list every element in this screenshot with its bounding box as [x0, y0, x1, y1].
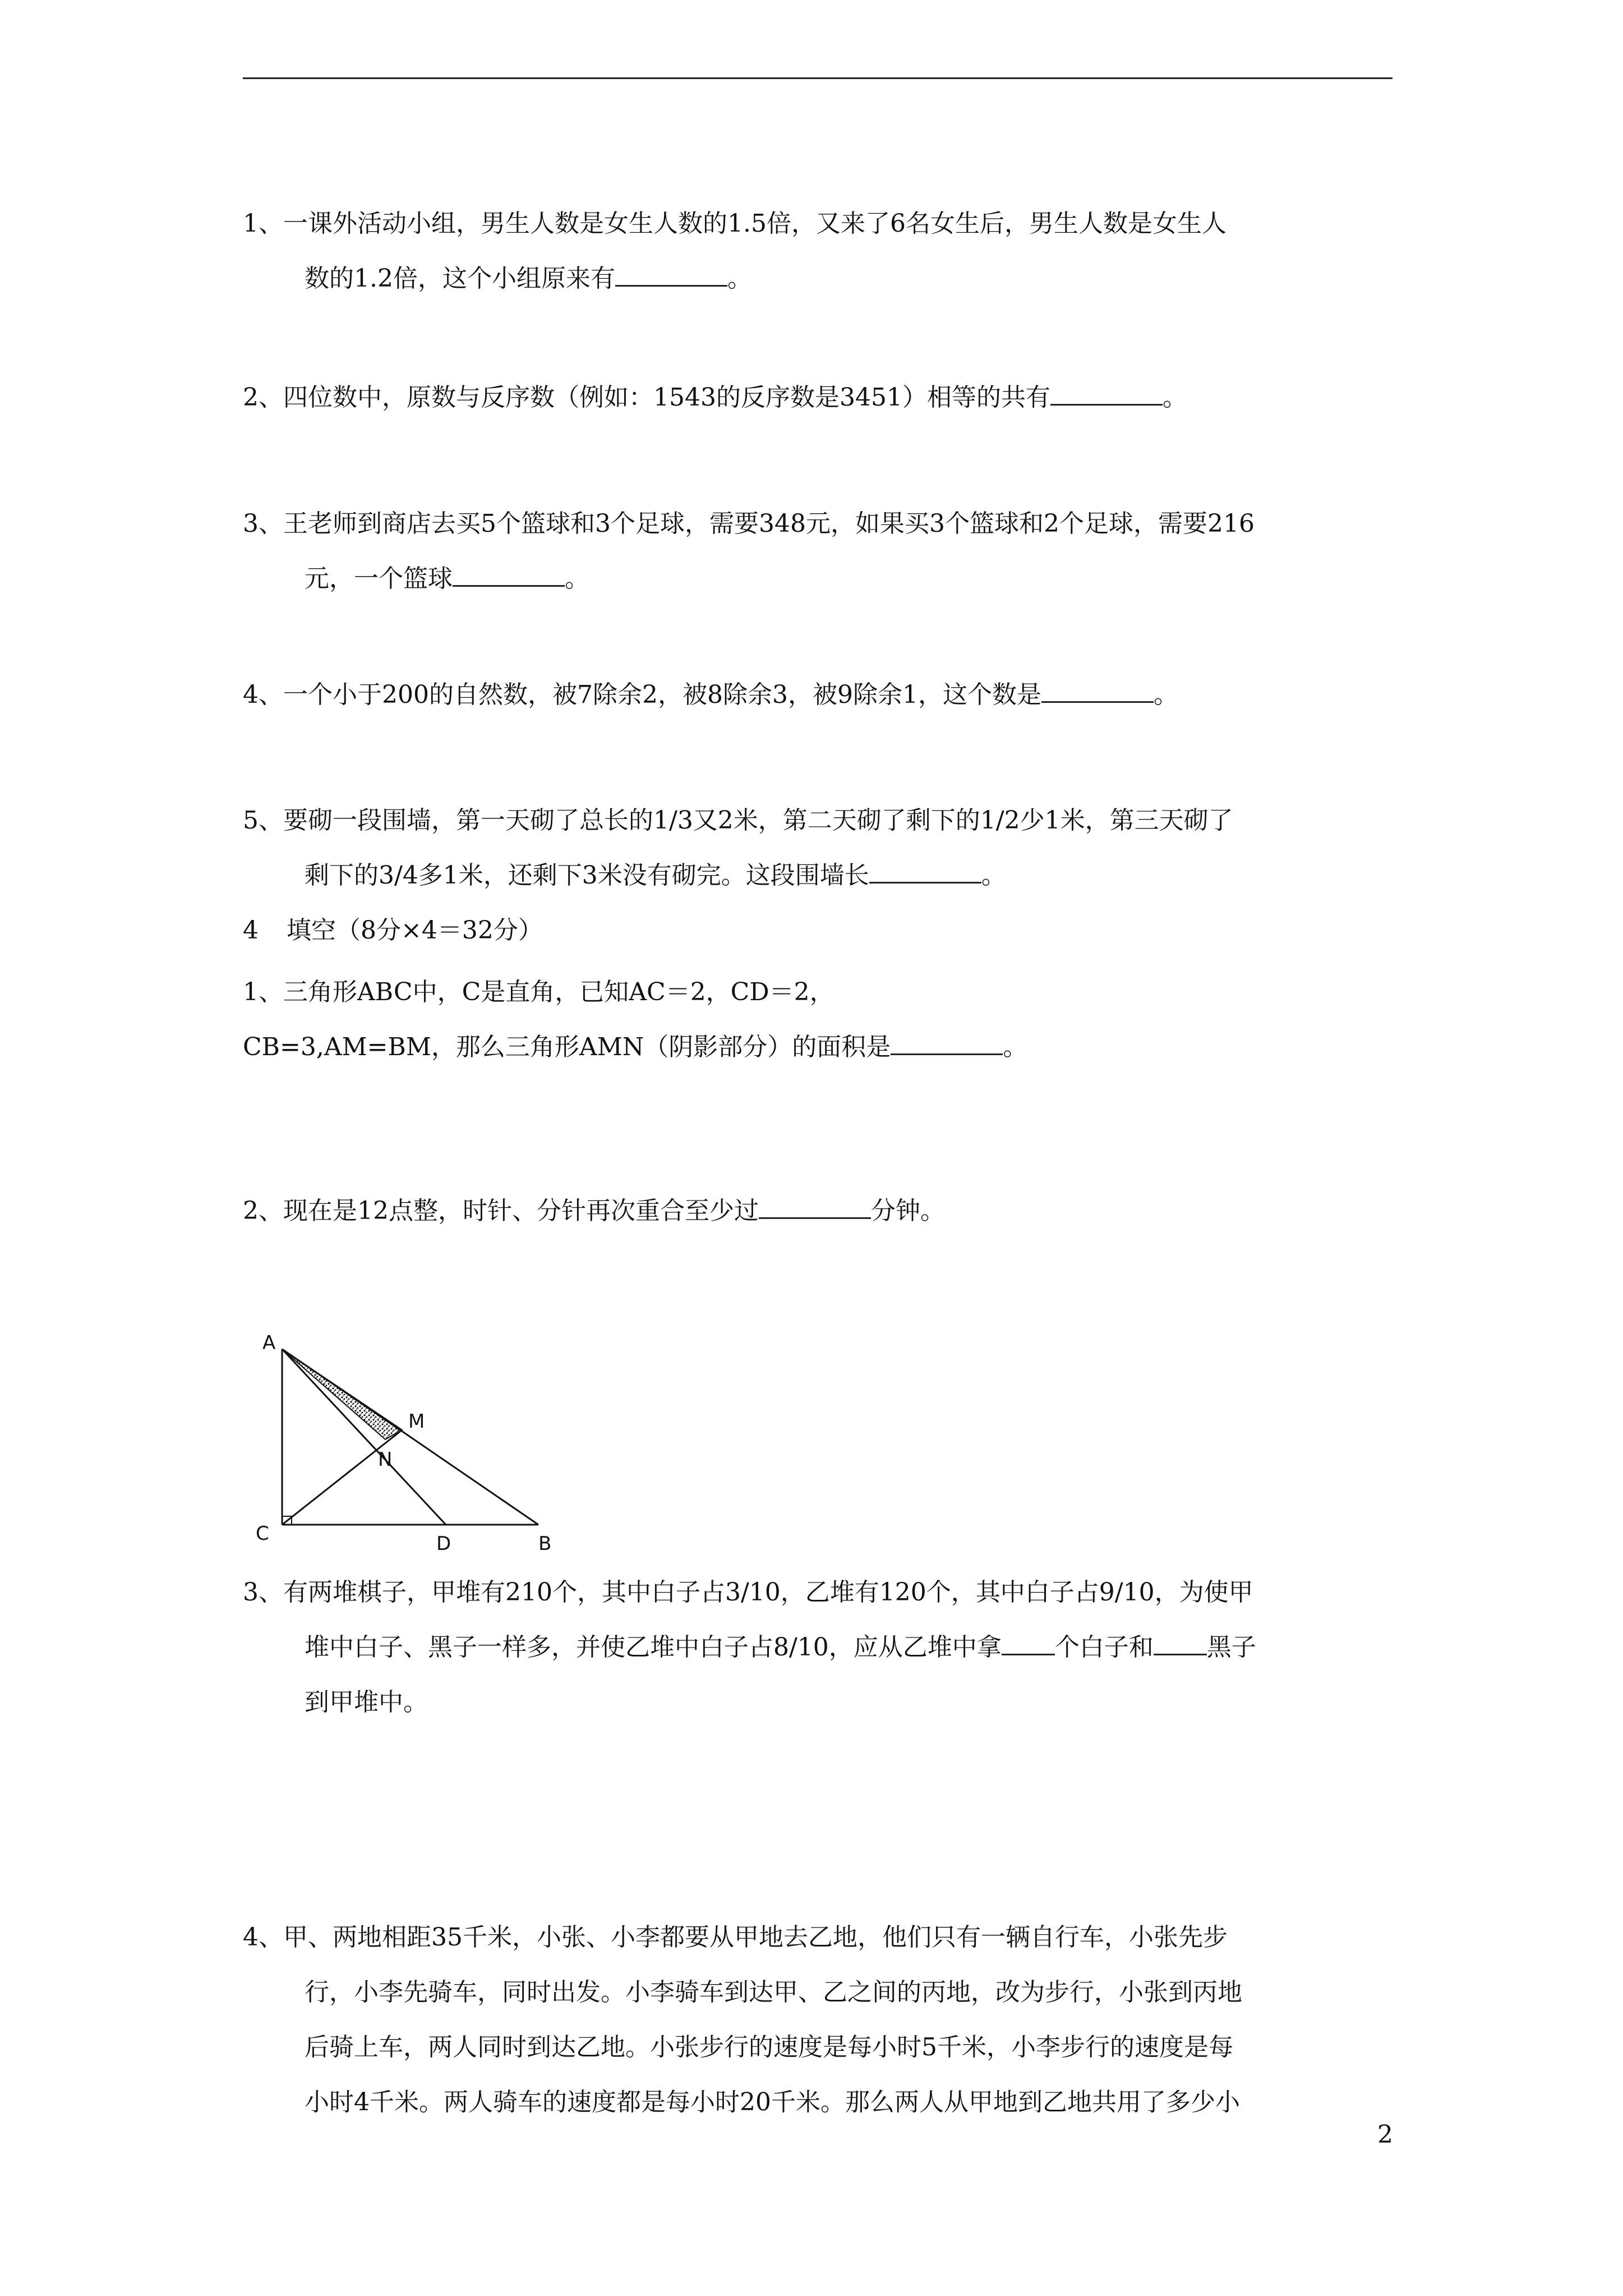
punct: 。 — [1153, 680, 1178, 709]
section-question-4 — [243, 1910, 1395, 2130]
answer-blank-black[interactable] — [1154, 1627, 1207, 1655]
segment-ab — [282, 1349, 538, 1525]
label-d: D — [436, 1533, 451, 1555]
question-text: 黑子 — [1206, 1633, 1256, 1662]
question-text: 要砌一段围墙，第一天砌了总长的1/3又2米，第二天砌了剩下的1/2少1米，第三天砌了 — [283, 806, 1233, 835]
answer-blank-white[interactable] — [1002, 1627, 1055, 1655]
question-text: 到甲堆中。 — [305, 1688, 428, 1717]
punct: 。 — [727, 264, 752, 293]
segment-cm — [282, 1430, 402, 1525]
question-number: 2、 — [243, 383, 283, 412]
answer-blank[interactable] — [891, 1027, 1003, 1055]
question-text: 小时4千米。两人骑车的速度都是每小时20千米。那么两人从甲地到乙地共用了多少小 — [305, 2088, 1240, 2116]
section-number: 4 — [243, 916, 259, 945]
section-question-1 — [243, 965, 1395, 1075]
question-text: CB=3,AM=BM，那么三角形AMN（阴影部分）的面积是 — [243, 1033, 891, 1061]
section-header — [243, 903, 1395, 958]
question-number: 3、 — [243, 509, 283, 538]
answer-blank[interactable] — [453, 558, 565, 587]
page-number: 2 — [1377, 2120, 1393, 2149]
label-b: B — [538, 1533, 552, 1555]
question-number: 1、 — [243, 209, 283, 238]
question-text: 一个小于200的自然数，被7除余2，被8除余3，被9除余1，这个数是 — [283, 680, 1041, 709]
shaded-triangle-amn — [282, 1349, 402, 1439]
question-text: 元，一个篮球 — [305, 564, 453, 593]
section-question-2 — [243, 1184, 1395, 1239]
answer-blank[interactable] — [759, 1190, 871, 1219]
question-text: 后骑上车，两人同时到达乙地。小张步行的速度是每小时5千米，小李步行的速度是每 — [305, 2033, 1233, 2062]
answer-blank[interactable] — [1050, 377, 1163, 406]
label-a: A — [262, 1332, 276, 1354]
question-number: 4、 — [243, 680, 283, 709]
question-5 — [243, 793, 1395, 903]
question-4 — [243, 668, 1395, 723]
question-text: 数的1.2倍，这个小组原来有 — [305, 264, 615, 293]
question-number: 5、 — [243, 806, 283, 835]
section-title: 填空（8分×4＝32分） — [287, 916, 543, 945]
question-text: 一课外活动小组，男生人数是女生人数的1.5倍，又来了6名女生后，男生人数是女生人 — [283, 209, 1227, 238]
answer-blank[interactable] — [1041, 674, 1154, 703]
triangle-figure — [247, 1315, 583, 1557]
answer-blank[interactable] — [869, 855, 981, 884]
question-text: 四位数中，原数与反序数（例如：1543的反序数是3451）相等的共有 — [283, 383, 1050, 412]
section-question-3 — [243, 1565, 1395, 1730]
header-rule — [243, 77, 1393, 79]
punct: 。 — [981, 861, 1006, 890]
question-text: 分钟。 — [870, 1197, 945, 1225]
question-text: 王老师到商店去买5个篮球和3个足球，需要348元，如果买3个篮球和2个足球，需要216 — [283, 509, 1255, 538]
label-c: C — [256, 1522, 269, 1545]
segment-ad — [282, 1349, 446, 1525]
question-text: 1、三角形ABC中，C是直角，已知AC＝2，CD＝2， — [243, 978, 834, 1006]
question-text: 个白子和 — [1054, 1633, 1154, 1662]
question-1 — [243, 196, 1395, 306]
question-3 — [243, 496, 1395, 606]
question-text: 3、有两堆棋子，甲堆有210个，其中白子占3/10，乙堆有120个，其中白子占9/10，为使甲 — [243, 1578, 1253, 1607]
question-text: 剩下的3/4多1米，还剩下3米没有砌完。这段围墙长 — [305, 861, 869, 890]
label-m: M — [408, 1410, 425, 1433]
answer-blank[interactable] — [615, 258, 727, 287]
label-n: N — [378, 1448, 393, 1471]
question-text: 2、现在是12点整，时针、分针再次重合至少过 — [243, 1197, 759, 1225]
punct: 。 — [1162, 383, 1187, 412]
question-text: 行，小李先骑车，同时出发。小李骑车到达甲、乙之间的丙地，改为步行，小张到丙地 — [305, 1978, 1242, 2007]
question-text: 4、甲、两地相距35千米，小张、小李都要从甲地去乙地，他们只有一辆自行车，小张先步 — [243, 1923, 1228, 1952]
punct: 。 — [565, 564, 589, 593]
question-2 — [243, 370, 1395, 425]
punct: 。 — [1003, 1033, 1028, 1061]
question-text: 堆中白子、黑子一样多，并使乙堆中白子占8/10，应从乙堆中拿 — [305, 1633, 1002, 1662]
